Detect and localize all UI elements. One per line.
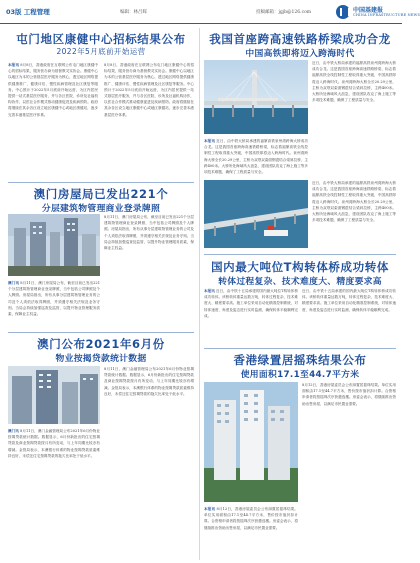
story4-lead: 本报讯 <box>204 139 216 143</box>
story6-title: 香港绿置居摇珠结果公布 <box>233 353 367 367</box>
story4-body: 近日，由中铁大桥局承建的福厦高铁泉州湾跨海大桥成功合龙。这是我国首座跨海高速铁路桥梁，标志着福厦高铁全线控制性工程取得重大突破，中国高铁即将迈入跨海时代。泉州湾跨海大桥全长20.29公里，主桥为双塔双索面钢混结合梁斜拉桥，主跨400米。大桥所处海域风大浪急，建设团队攻克了海上施工等多项技术难题，确保了工程质量与安全。 <box>204 139 309 175</box>
story5-body: 近日，由中铁十五局承建的国内最大吨位T构转体桥成功转体。该桥转体重量达数万吨，转体过程复杂、技术难度大、精度要求高。施工单位采用自动化精准控制系统，对转体速度、角度及姿态进行实时监测，确保转体平稳顺利完成。 <box>204 289 298 318</box>
story4-body-continued: 近日，由中铁大桥局承建的福厦高铁泉州湾跨海大桥成功合龙。这是我国首座跨海高速铁路桥梁，标志着福厦高铁全线控制性工程取得重大突破，中国高铁即将迈入跨海时代。泉州湾跨海大桥全长20.29公里，主桥为双塔双索面钢混结合梁斜拉桥，主跨400米。大桥所处海域风大浪急，建设团队攻克了海上施工等多项技术难题，确保了工程质量与安全。 <box>312 181 396 223</box>
submission-email: 投稿邮箱：jgjb@126.com <box>256 10 312 15</box>
section-label: 03版 工程管理 <box>6 8 50 16</box>
story5-body-col2 <box>302 288 396 344</box>
story3-subtitle: 物业按揭贷款统计数据 <box>55 354 147 364</box>
story4-photo-bridge <box>204 60 308 134</box>
story4-subtitle: 中国高铁即将迈入跨海时代 <box>245 49 355 59</box>
divider <box>8 332 194 333</box>
story1-body-continued: 8月8日，香港政府在互联网公布屯门地区康健中心的招标结果，服务营办商为基督教灵实协会。康健中心以地区为本的公营基层医疗服务为核心，透过地区网络提供健康推广、健康评估、慢性疾病管理及社区康复等服务。中心预计于2022年5月底前开始运营，为区内居民提供一站式基层医疗服务，并与各区医院、诊所及社福机构协作，以医社合作模式推动健康促进及疾病预防。政府将继续在其余各区设立地区康健中心或地区康健站，逐步完善本港基层医疗体系。 <box>104 63 194 117</box>
story2-body-col1 <box>8 280 100 326</box>
story2-body-continued: 8月11日，澳门房屋局公布，截至目前已发出221个分层建筑物管理商业登录牌照，当中包括公司牌照及个人牌照。房屋局指出，所有从事分层建筑物管理业务的公司及个人须依法取得牌照，并须遵守相关法规及业务守则。当局会持续加强巡查及监管，以提升物业管理服务质素，保障业主权益。 <box>104 215 194 251</box>
story2-subtitle: 分层建筑物管理商业登录牌照 <box>41 204 161 214</box>
story4-body-col1 <box>204 138 308 178</box>
story3-photo <box>8 366 100 424</box>
story1-subtitle: 2022年5月底前开始运营 <box>56 47 146 56</box>
story2-photo <box>8 214 100 276</box>
logo-icon <box>336 5 350 19</box>
story4-body-continued: 近日，由中铁大桥局承建的福厦高铁泉州湾跨海大桥成功合龙。这是我国首座跨海高速铁路桥梁，标志着福厦高铁全线控制性工程取得重大突破，中国高铁即将迈入跨海时代。泉州湾跨海大桥全长20.29公里，主桥为双塔双索面钢混结合梁斜拉桥，主跨400米。大桥所处海域风大浪急，建设团队攻克了海上施工等多项技术难题，确保了工程质量与安全。 <box>312 61 396 103</box>
story3-body: 8月11日，澳门金融管理局公布2021年6月份物业按揭贷款统计数据。数据显示，6月份新批出的住宅按揭贷款及商业按揭贷款按月有所变动，与上年同期比较亦有增减。金管局表示，本澳银行体系的物业按揭贷款质素维持良好，未偿还住宅按揭贷款的拖欠比率处于低水平。 <box>8 429 100 458</box>
story6-body-col2 <box>302 382 396 558</box>
divider <box>8 182 194 183</box>
story3-body-col2 <box>104 366 194 558</box>
newspaper-logo <box>336 3 420 21</box>
divider <box>204 254 396 255</box>
divider <box>204 348 396 349</box>
story3-body-col1 <box>8 428 100 558</box>
story6-subtitle: 使用面积17.1至44.7平方米 <box>240 370 360 380</box>
story5-body-continued: 近日，由中铁十五局承建的国内最大吨位T构转体桥成功转体。该桥转体重量达数万吨，转体过程复杂、技术难度大、精度要求高。施工单位采用自动化精准控制系统，对转体速度、角度及姿态进行实时监测，确保转体平稳顺利完成。 <box>302 289 396 312</box>
story2-body-col2 <box>104 214 194 326</box>
story5-body-col1 <box>204 288 298 344</box>
story2-lead: 澳门讯 <box>8 281 19 285</box>
story2-title: 澳门房屋局已发出221个 <box>33 187 169 201</box>
story1-title: 屯门地区康健中心招标结果公布 <box>16 32 186 46</box>
story6-photo <box>204 382 298 502</box>
logo-name: 中国基建报 <box>353 7 384 14</box>
story6-body: 8月12日，香港房屋委员会公布绿置居摇珠结果。单位实用面积由17.1至44.7平方米，售价按市值折扣计算。合资格申请者将按摇珠次序获邀选楼。房委会表示，将继续推出资助出售房屋，以满足市民置业需要。 <box>204 507 298 530</box>
story3-lead: 澳门讯 <box>8 429 19 433</box>
story6-body-col1 <box>204 506 298 558</box>
logo-tagline: CHINA INFRASTRUCTURE NEWS <box>353 13 420 17</box>
story1-body-col1 <box>8 62 98 178</box>
story3-title: 澳门公布2021年6月份 <box>37 337 165 351</box>
story5-lead: 本报讯 <box>204 289 215 293</box>
page-masthead <box>0 0 420 24</box>
story1-lead: 本报讯 <box>8 63 19 67</box>
story5-title: 国内最大吨位T构转体桥成功转体 <box>211 260 389 274</box>
story6-lead: 本报讯 <box>204 507 216 511</box>
story4-body-col2 <box>312 60 396 178</box>
story6-body-continued: 8月12日，香港房屋委员会公布绿置居摇珠结果。单位实用面积由17.1至44.7平方米，售价按市值折扣计算。合资格申请者将按摇珠次序获邀选楼。房委会表示，将继续推出资助出售房屋，以满足市民置业需要。 <box>302 383 396 406</box>
story2-body: 8月11日，澳门房屋局公布，截至目前已发出221个分层建筑物管理商业登录牌照，当中包括公司牌照及个人牌照。房屋局指出，所有从事分层建筑物管理业务的公司及个人须依法取得牌照，并须遵守相关法规及业务守则。当局会持续加强巡查及监管，以提升物业管理服务质素，保障业主权益。 <box>8 281 101 317</box>
story3-body-continued: 8月11日，澳门金融管理局公布2021年6月份物业按揭贷款统计数据。数据显示，6月份新批出的住宅按揭贷款及商业按揭贷款按月有所变动，与上年同期比较亦有增减。金管局表示，本澳银行体系的物业按揭贷款质素维持良好，未偿还住宅按揭贷款的拖欠比率处于低水平。 <box>104 367 194 396</box>
story4-title: 我国首座跨高速铁路桥梁成功合龙 <box>209 32 391 46</box>
story4-body-col3 <box>312 180 396 248</box>
story4-photo-aerial <box>204 180 308 248</box>
story5-subtitle: 转体过程复杂、技术难度大、精度要求高 <box>218 277 382 287</box>
story1-body: 8月8日，香港政府在互联网公布屯门地区康健中心的招标结果，服务营办商为基督教灵实协会。康健中心以地区为本的公营基层医疗服务为核心，透过地区网络提供健康推广、健康评估、慢性疾病管理及社区康复等服务。中心预计于2022年5月底前开始运营，为区内居民提供一站式基层医疗服务，并与各区医院、诊所及社福机构协作，以医社合作模式推动健康促进及疾病预防。政府将继续在其余各区设立地区康健中心或地区康健站，逐步完善本港基层医疗体系。 <box>8 63 99 117</box>
column-divider <box>199 28 200 560</box>
editor-credit: 编辑：林吕晖 <box>120 10 147 15</box>
story1-body-col2 <box>104 62 194 178</box>
